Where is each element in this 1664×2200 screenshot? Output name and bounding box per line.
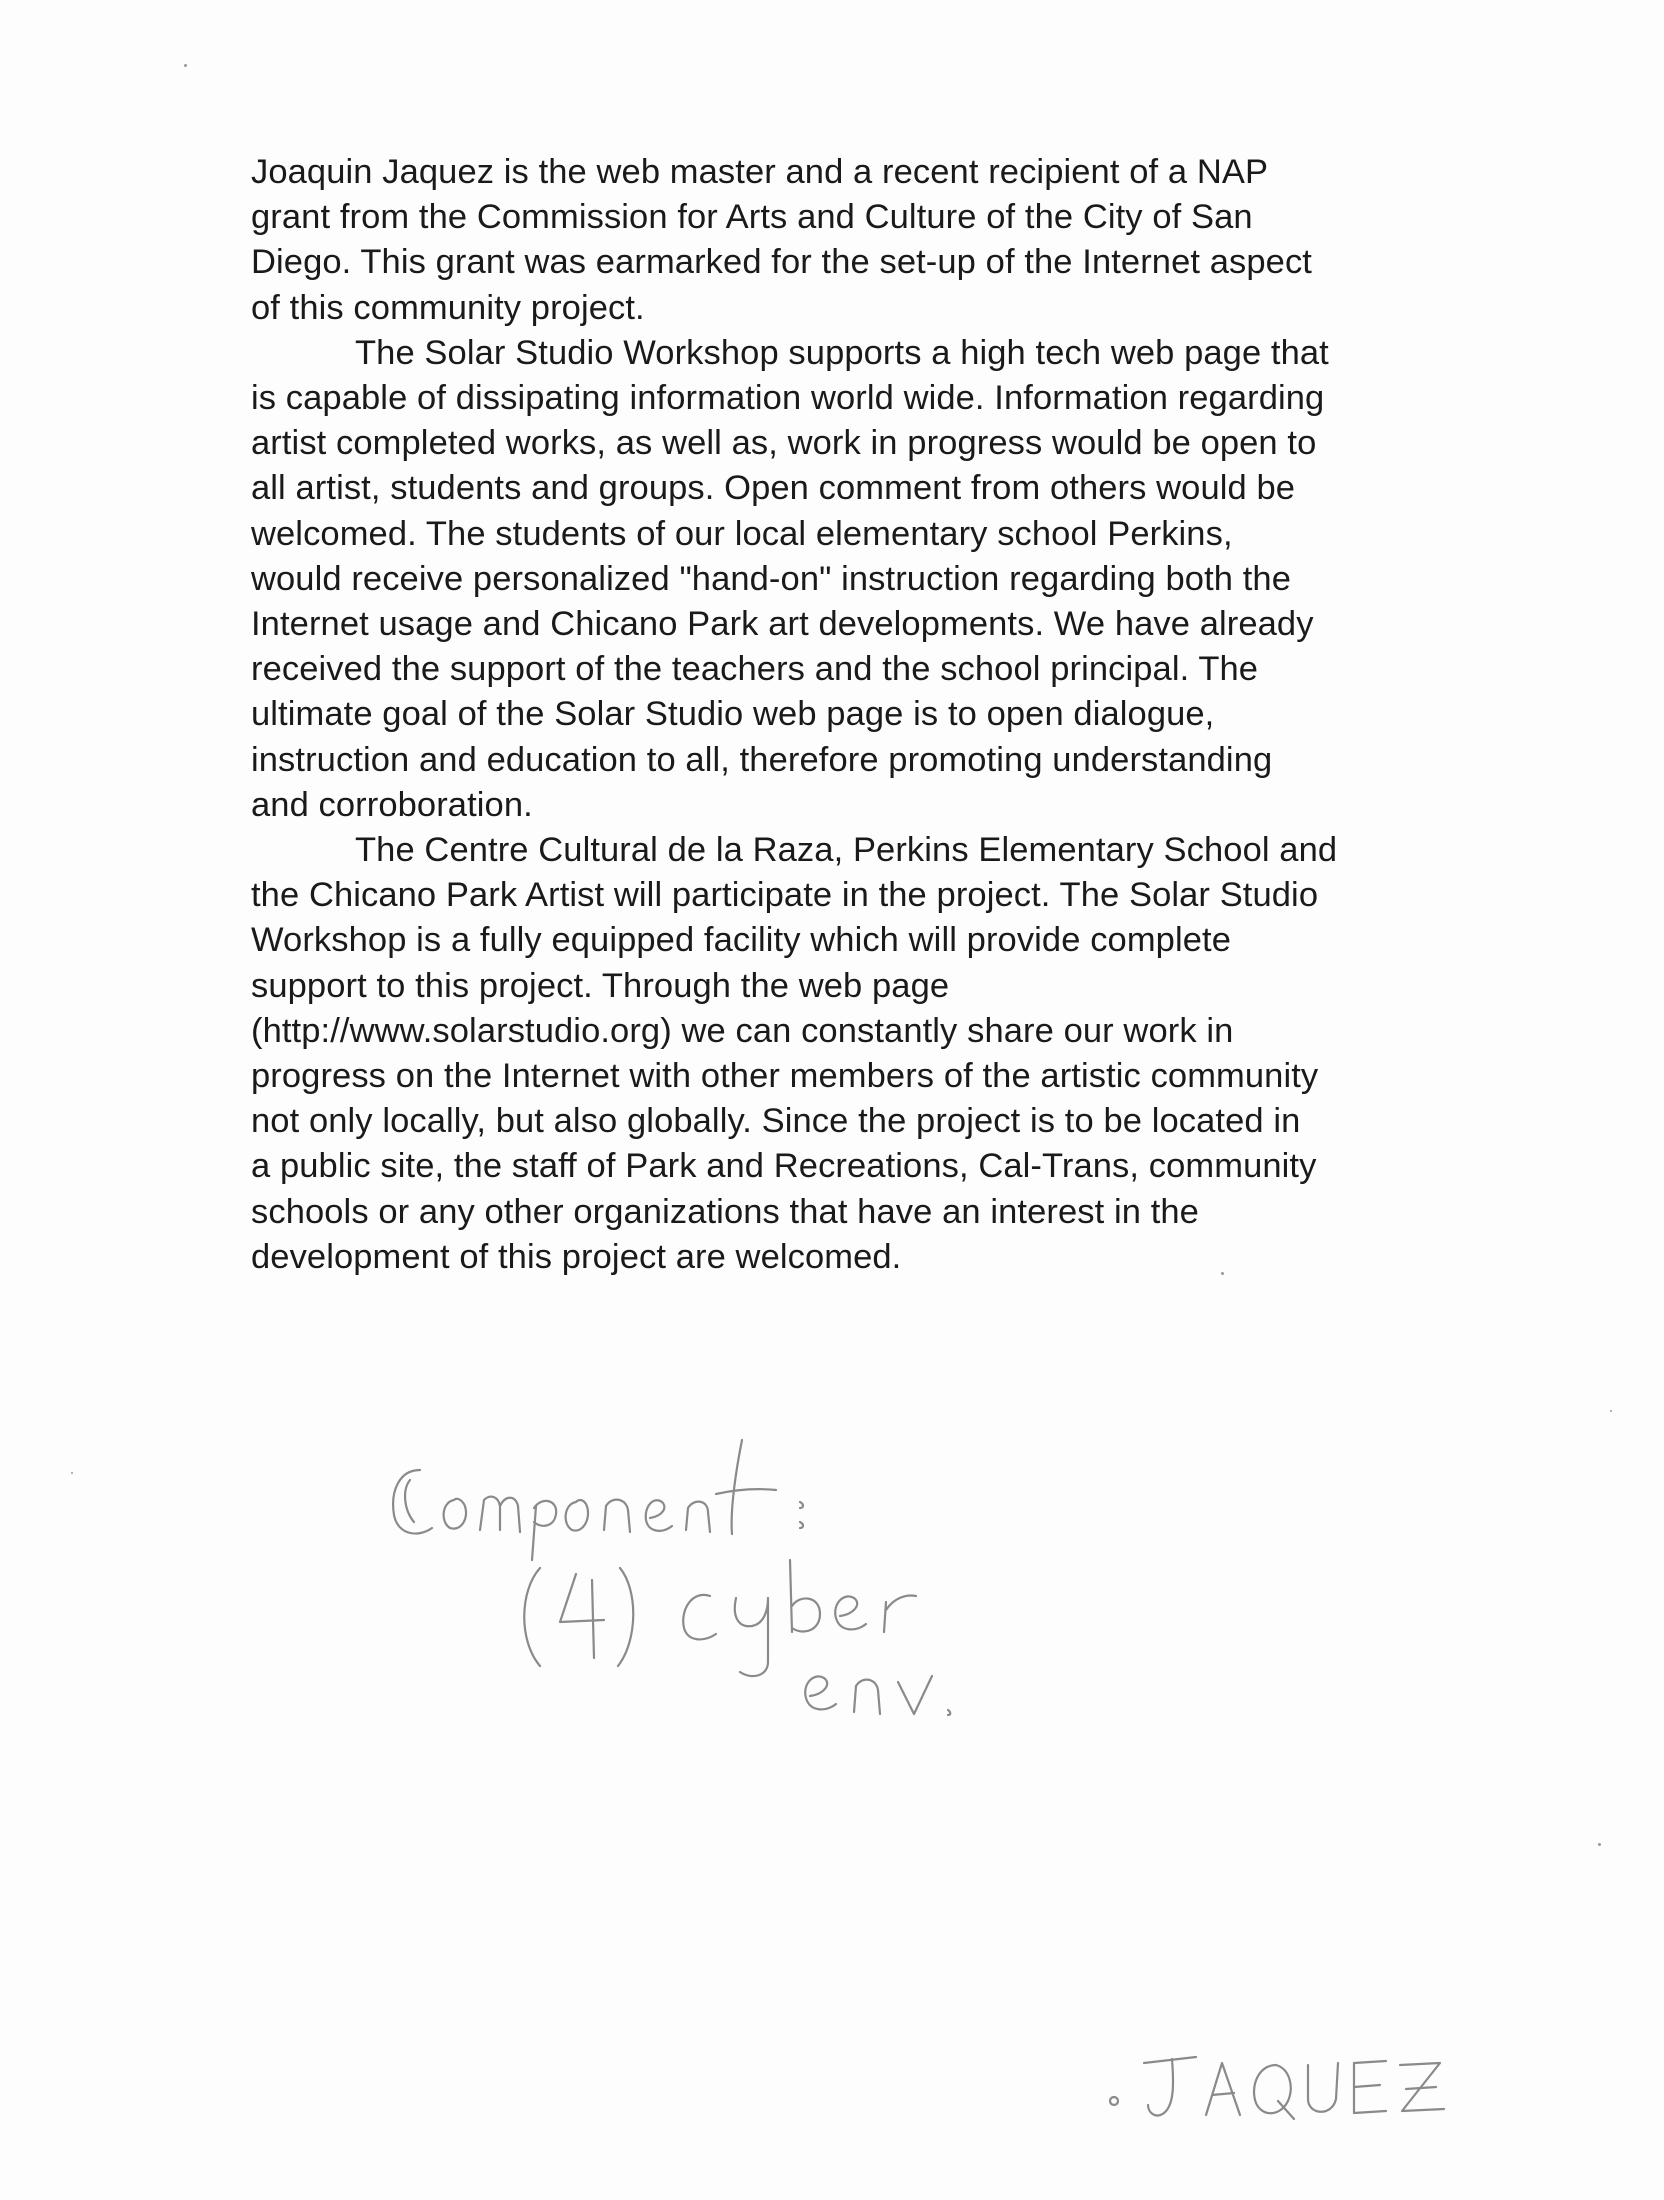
- text-line: would receive personalized "hand-on" instruction regarding both the: [251, 559, 1291, 598]
- text-line: support to this project. Through the web page: [251, 966, 950, 1005]
- text-line: (http://www.solarstudio.org) we can constantly share our work in: [251, 1011, 1234, 1050]
- text-line: welcomed. The students of our local elementary school Perkins,: [251, 514, 1233, 553]
- scan-speck: [1610, 1410, 1612, 1412]
- text-line: grant from the Commission for Arts and Culture of the City of San: [251, 198, 1253, 237]
- text-line: all artist, students and groups. Open comment from others would be: [251, 469, 1296, 508]
- text-line: The Centre Cultural de la Raza, Perkins Elementary School and: [355, 831, 1338, 870]
- text-line: artist completed works, as well as, work in progress would be open to: [251, 424, 1317, 463]
- text-line: of this community project.: [251, 288, 645, 327]
- scan-speck: [71, 1472, 73, 1474]
- text-line: schools or any other organizations that have an interest in the: [251, 1192, 1199, 1231]
- handwritten-signature: [1100, 2035, 1460, 2135]
- paragraph-3: [251, 828, 1441, 1280]
- text-line: progress on the Internet with other members of the artistic community: [251, 1057, 1319, 1096]
- text-line: not only locally, but also globally. Since the project is to be located in: [251, 1102, 1301, 1141]
- text-line: Workshop is a fully equipped facility which will provide complete: [251, 921, 1231, 960]
- document-body: [251, 150, 1441, 1280]
- text-line: Joaquin Jaquez is the web master and a recent recipient of a NAP: [251, 153, 1269, 191]
- text-line: and corroboration.: [251, 785, 533, 824]
- paragraph-2: [251, 331, 1441, 828]
- handwritten-note: [380, 1410, 1340, 1740]
- text-line: received the support of the teachers and the school principal. The: [251, 650, 1259, 689]
- text-line: The Solar Studio Workshop supports a high tech web page that: [355, 333, 1329, 372]
- text-line: ultimate goal of the Solar Studio web page is to open dialogue,: [251, 695, 1215, 734]
- scan-speck: [184, 64, 187, 67]
- paragraph-1: [251, 150, 1441, 331]
- scan-speck: [1221, 1272, 1224, 1275]
- text-line: Diego. This grant was earmarked for the set-up of the Internet aspect: [251, 243, 1312, 282]
- text-line: Internet usage and Chicano Park art developments. We have already: [251, 605, 1314, 644]
- scan-speck: [1598, 1843, 1601, 1846]
- text-line: the Chicano Park Artist will participate in the project. The Solar Studio: [251, 876, 1319, 915]
- text-line: instruction and education to all, therefore promoting understanding: [251, 740, 1273, 779]
- text-line: is capable of dissipating information world wide. Information regarding: [251, 379, 1325, 418]
- text-line: development of this project are welcomed.: [251, 1237, 902, 1276]
- text-line: a public site, the staff of Park and Recreations, Cal-Trans, community: [251, 1147, 1317, 1186]
